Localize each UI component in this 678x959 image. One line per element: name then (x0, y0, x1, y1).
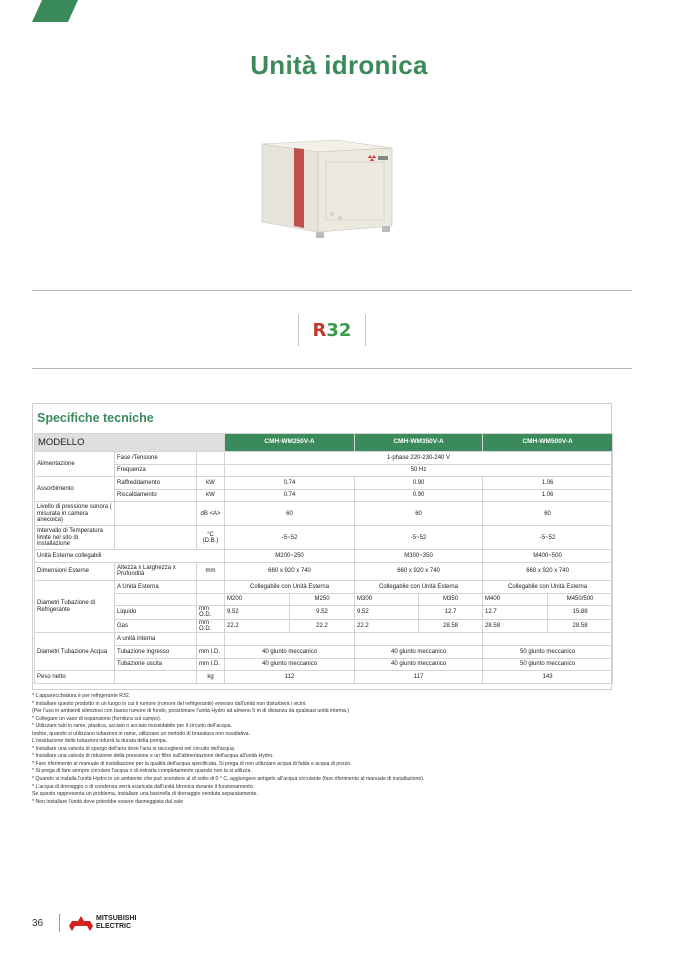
value-cell: 9.52 (290, 606, 355, 620)
note-line: L'ossidazione delle tubazioni ridurrà la durata della pompa. (32, 738, 168, 745)
unit-cell: kg (197, 671, 225, 684)
table-row (35, 562, 613, 580)
unit-cell: kW (197, 477, 225, 490)
footer-divider (59, 914, 60, 932)
value-cell: 117 (355, 671, 483, 684)
sub-label: Tubazione uscita (115, 658, 197, 671)
value-cell: 12.7 (419, 606, 483, 620)
sub-label (115, 593, 197, 606)
note-line: (Per l'uso in ambienti silenziosi con basso rumore di fondo, posizionare l'unità Hydro ad almeno 5 m di distanza da qualsiasi unità interna.) (32, 708, 350, 715)
value-cell: 15.88 (548, 606, 613, 620)
sub-model: M300 (355, 593, 419, 606)
note-line: Se questo rappresenta un problema, installare una bacinella di drenaggio venduta separatamente. (32, 791, 258, 798)
sub-model: M350 (419, 593, 483, 606)
row-label: Diametri Tubazione di Refrigerante (35, 580, 115, 632)
value-cell: 40 giunto meccanico (355, 658, 483, 671)
unit-cell: dB <A> (197, 502, 225, 526)
value-cell: 660 x 920 x 740 (483, 562, 613, 580)
row-label: Diametri Tubazione Acqua (35, 633, 115, 671)
row-label: Peso netto (35, 671, 115, 684)
sub-label: Raffreddamento (115, 477, 197, 490)
value-cell: -5~52 (225, 526, 355, 550)
unit-cell (197, 633, 225, 646)
sub-label: Tubazione ingresso (115, 645, 197, 658)
divider-top (32, 290, 632, 291)
value-cell: 1.06 (483, 477, 613, 490)
value-cell: 9.52 (355, 606, 419, 620)
value-cell (483, 633, 613, 646)
row-label: Assorbimento (35, 477, 115, 502)
sub-label: Liquido (115, 606, 197, 620)
value-cell: 40 giunto meccanico (225, 658, 355, 671)
table-row (35, 464, 613, 477)
row-label: Dimensioni Esterne (35, 562, 115, 580)
value-cell: 9.52 (225, 606, 290, 620)
row-label: Intervallo di Temperatura limite nel sito di installazione (35, 526, 115, 550)
sub-label (115, 526, 197, 550)
sub-label: A unità interna (115, 633, 197, 646)
unit-cell: °C (D.B.) (197, 526, 225, 550)
value-cell: 660 x 920 x 740 (355, 562, 483, 580)
value-cell: 22.2 (290, 619, 355, 633)
sub-label: Altezza x Larghezza x Profondità (115, 562, 197, 580)
unit-cell: mm I.D. (197, 658, 225, 671)
row-label: Alimentazione (35, 452, 115, 477)
value-cell: Collegabile con Unità Esterna (225, 580, 355, 593)
sub-model: M450/500 (548, 593, 613, 606)
note-line: * Installare una valvola di spurgo dell'aria dove l'aria si raccoglierà nel circuito dell'acqua. (32, 745, 236, 752)
note-line: Inoltre, quando si utilizzano tubazioni in rame, utilizzare un metodo di brasatura non ossidativa. (32, 730, 250, 737)
note-line: * Installare una valvola di riduzione della pressione e un filtro sull'alimentazione dell'acqua all'unità Hydro. (32, 753, 274, 760)
model-label: MODELLO (35, 434, 225, 452)
value-cell (225, 633, 355, 646)
brand-name (96, 915, 136, 931)
brand-line: ELECTRIC (96, 923, 131, 930)
unit-cell: mm O.D. (197, 619, 225, 633)
model-header: CMH-WM500V-A (483, 434, 613, 452)
value-cell: 0.90 (355, 489, 483, 502)
table-row (35, 452, 613, 465)
row-label: Livello di pressione sonora ( misurata in camera anecoica) (35, 502, 115, 526)
table-row (35, 580, 613, 593)
unit-cell: kW (197, 489, 225, 502)
note-line: * Utilizzare tubi in rame, plastica, acciaio o acciaio inossidabile per il circuito dell'acqua. (32, 723, 232, 730)
sub-model: M200 (225, 593, 290, 606)
value-cell: Collegabile con Unità Esterna (483, 580, 613, 593)
note-line: * Non installare l'unità dove potrebbe essere danneggiata dal sale (32, 798, 183, 805)
value-cell: 1.06 (483, 489, 613, 502)
value-cell: 22.2 (225, 619, 290, 633)
value-cell: 0.74 (225, 477, 355, 490)
table-row (35, 489, 613, 502)
note-line: * Collegare un vaso di espansione (fornitura sul campo). (32, 715, 162, 722)
page-number: 36 (32, 918, 44, 929)
sub-label: Riscaldamento (115, 489, 197, 502)
row-label: Unità Esterne collegabili (35, 550, 225, 563)
refrigerant-number: 32 (326, 319, 352, 341)
value-cell: 0.90 (355, 477, 483, 490)
value-cell: 40 giunto meccanico (355, 645, 483, 658)
value-cell: 1-phase 220-230-240 V (225, 452, 613, 465)
note-line: * L'acqua di drenaggio o di condensa verrà scaricata dall'unità Idronica durante il funzionamento. (32, 783, 255, 790)
value-cell: 143 (483, 671, 613, 684)
brand-line: MITSUBISHI (96, 915, 137, 922)
hydronic-unit-image (258, 138, 394, 240)
note-line: * L'apparecchiatura è per refrigerante R32. (32, 693, 131, 699)
table-row (35, 502, 613, 526)
note-line: * Fare riferimento al manuale di installazione per la qualità dell'acqua specificata. Si prega di non utilizzare acqua di falda e acqua di pozzo. (32, 760, 352, 767)
note-line: * Installare questo prodotto in un luogo in cui il rumore (rumore del refrigerante) emesso dall'unità non disturberà i vicini. (32, 700, 307, 707)
value-cell: M300~350 (355, 550, 483, 563)
value-cell: 0.74 (225, 489, 355, 502)
unit-cell (197, 464, 225, 477)
sub-label: Fase /Tensione (115, 452, 197, 465)
spec-heading: Specifiche tecniche (37, 411, 154, 425)
value-cell: Collegabile con Unità Esterna (355, 580, 483, 593)
sub-label: Frequenza (115, 464, 197, 477)
sub-label (115, 502, 197, 526)
value-cell: 50 giunto meccanico (483, 645, 613, 658)
sub-label: Gas (115, 619, 197, 633)
sub-label (115, 671, 197, 684)
model-header: CMH-WM250V-A (225, 434, 355, 452)
value-cell: 12.7 (483, 606, 548, 620)
divider-bottom (32, 368, 632, 369)
notes-list (32, 693, 632, 806)
table-header-row (35, 434, 613, 452)
table-row (35, 671, 613, 684)
table-row (35, 606, 613, 620)
table-row (35, 550, 613, 563)
value-cell: 60 (355, 502, 483, 526)
table-row (35, 619, 613, 633)
table-row (35, 633, 613, 646)
value-cell: 22.2 (355, 619, 419, 633)
value-cell: 660 x 920 x 740 (225, 562, 355, 580)
spec-panel (32, 403, 612, 690)
sub-label: A Unità Esterna (115, 580, 197, 593)
value-cell: 28.58 (419, 619, 483, 633)
table-row (35, 658, 613, 671)
value-cell: -5~52 (483, 526, 613, 550)
value-cell: 40 giunto meccanico (225, 645, 355, 658)
table-row (35, 526, 613, 550)
value-cell: 50 Hz (225, 464, 613, 477)
table-row (35, 593, 613, 606)
value-cell: 50 giunto meccanico (483, 658, 613, 671)
unit-cell: mm O.D. (197, 606, 225, 620)
unit-cell (197, 580, 225, 593)
unit-cell (197, 593, 225, 606)
sub-model: M400 (483, 593, 548, 606)
value-cell: 60 (483, 502, 613, 526)
model-header: CMH-WM350V-A (355, 434, 483, 452)
mitsubishi-logo-icon (68, 915, 94, 933)
refrigerant-badge (298, 314, 366, 346)
value-cell: M400~500 (483, 550, 613, 563)
value-cell: -5~52 (355, 526, 483, 550)
sub-model: M250 (290, 593, 355, 606)
corner-decoration (32, 0, 78, 22)
value-cell (355, 633, 483, 646)
unit-cell: mm (197, 562, 225, 580)
value-cell: 28.58 (548, 619, 613, 633)
value-cell: M200~250 (225, 550, 355, 563)
value-cell: 28.58 (483, 619, 548, 633)
table-row (35, 645, 613, 658)
table-row (35, 477, 613, 490)
note-line: * Quando si installa l'unità Hydro in un ambiente che può scendere al di sotto di 0 ° C, aggiungere antigelo all'acqua circolante (fare riferimento al manuale di installazione). (32, 776, 425, 783)
refrigerant-prefix: R (312, 319, 327, 341)
unit-cell: mm I.D. (197, 645, 225, 658)
page-title: Unità idronica (250, 50, 428, 80)
note-line: * Si prega di fare sempre circolare l'acqua o di estrarla completamente quando non la si utilizza. (32, 768, 252, 775)
spec-table (34, 433, 613, 684)
value-cell: 60 (225, 502, 355, 526)
value-cell: 112 (225, 671, 355, 684)
unit-cell (197, 452, 225, 465)
